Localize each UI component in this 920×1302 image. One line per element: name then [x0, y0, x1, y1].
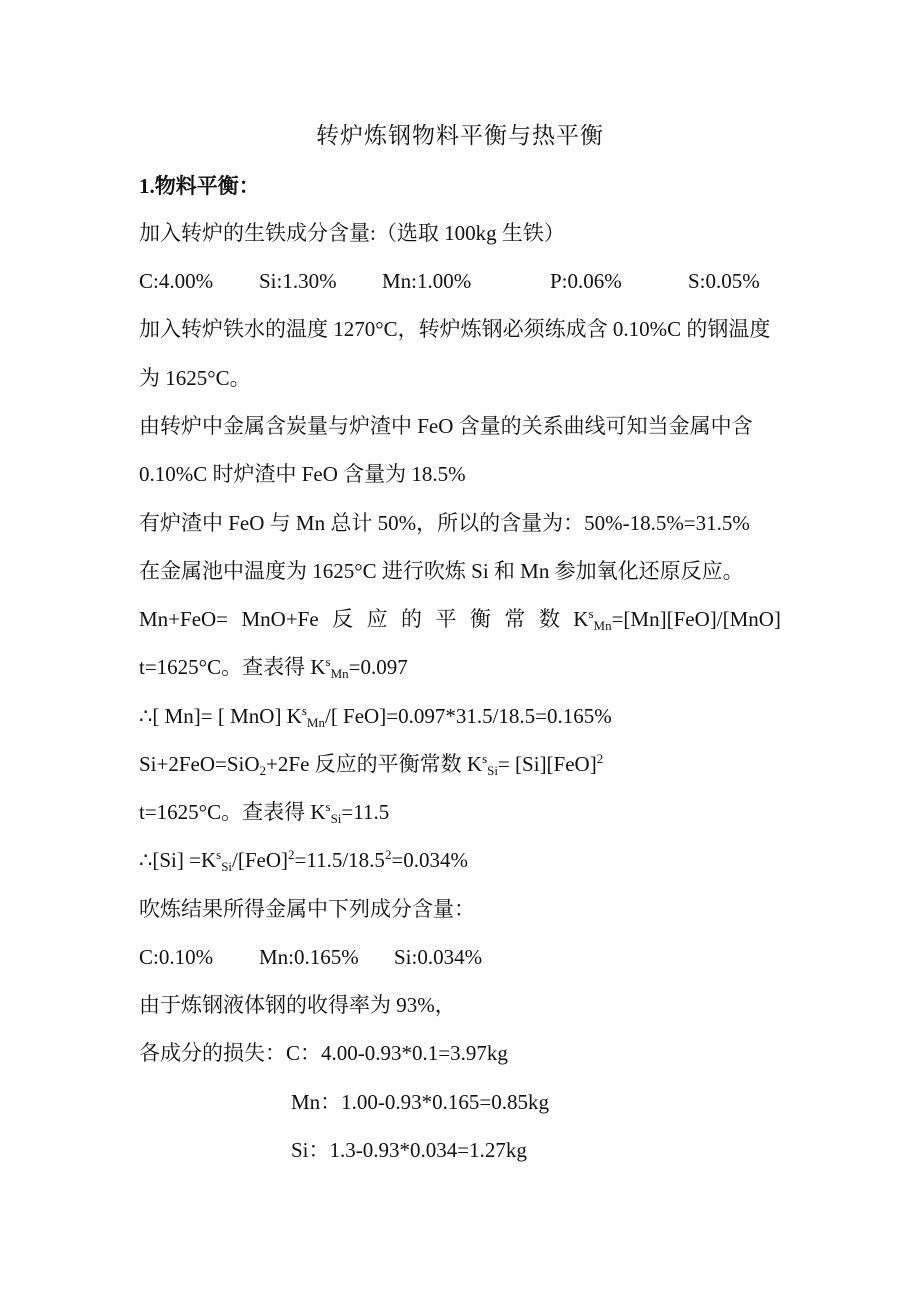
- mn-lookup-value: =0.097: [348, 655, 408, 679]
- composition-mn: Mn:1.00%: [382, 269, 472, 293]
- si-calculation-line: [139, 844, 468, 876]
- blowing-line: 在金属池中温度为 1625°C 进行吹炼 Si 和 Mn 参加氧化还原反应。: [139, 559, 744, 583]
- loss-intro-line: 各成分的损失：C：4.00-0.93*0.1=3.97kg: [139, 1041, 508, 1065]
- result-c: C:0.10%: [139, 945, 214, 969]
- si-lookup-value: =11.5: [341, 800, 390, 824]
- mn-reaction-word: 衡: [469, 607, 491, 631]
- si-calc-text: ∴[Si] =K: [139, 848, 217, 872]
- si-reaction-mid: +2Fe 反应的平衡常数 K: [266, 752, 483, 776]
- feo-line-2: 0.10%C 时炉渣中 FeO 含量为 18.5%: [139, 462, 466, 486]
- si-reaction-line: [139, 748, 603, 780]
- square-sup: 2: [596, 751, 604, 766]
- k-sub: Si: [221, 859, 233, 874]
- k-sub: Si: [330, 811, 342, 826]
- mn-reaction-word: 常: [504, 607, 526, 631]
- mn-equilibrium-constant: [573, 603, 781, 635]
- mn-calculation-line: [139, 700, 612, 732]
- iron-composition-intro: 加入转炉的生铁成分含量:（选取 100kg 生铁）: [139, 221, 565, 245]
- si-reaction-expression: = [Si][FeO]: [497, 752, 597, 776]
- k-sub: Mn: [306, 715, 325, 730]
- si-lookup-line: [139, 796, 389, 828]
- feo-line-1: 由转炉中金属含炭量与炉渣中 FeO 含量的关系曲线可知当金属中含: [139, 414, 753, 438]
- yield-line: 由于炼钢液体钢的收得率为 93%，: [139, 993, 456, 1017]
- k-sub: Mn: [330, 666, 349, 681]
- section-heading: 1.物料平衡：: [139, 174, 260, 198]
- composition-c: C:4.00%: [139, 269, 214, 293]
- k-expression: =[Mn][FeO]/[MnO]: [611, 607, 781, 631]
- iron-composition-row: [139, 265, 760, 297]
- k-symbol: K: [573, 607, 589, 631]
- k-sup: s: [325, 799, 331, 814]
- loss-mn-line: Mn：1.00-0.93*0.165=0.85kg: [291, 1090, 550, 1114]
- temperature-line-2: 为 1625°C。: [139, 366, 251, 390]
- document-title: 转炉炼钢物料平衡与热平衡: [316, 123, 604, 148]
- mn-reaction-line: [139, 603, 781, 635]
- mn-reaction-word: 应: [366, 607, 388, 631]
- k-sup: s: [301, 703, 307, 718]
- mn-reaction-word: 反: [332, 607, 354, 631]
- mn-lookup-text: t=1625°C。查表得 K: [139, 655, 326, 679]
- mn-reaction-word: 平: [435, 607, 457, 631]
- mn-reaction-word: 数: [538, 607, 560, 631]
- si-calc-result: =0.034%: [391, 848, 469, 872]
- loss-si-line: Si：1.3-0.93*0.034=1.27kg: [291, 1138, 527, 1162]
- k-sup: s: [216, 847, 222, 862]
- k-sup: s: [482, 751, 488, 766]
- mno-content-line: 有炉渣中 FeO 与 Mn 总计 50%，所以的含量为：50%-18.5%=31.5%: [139, 511, 750, 535]
- temperature-line-1: 加入转炉铁水的温度 1270°C，转炉炼钢必须练成含 0.10%C 的钢温度: [139, 317, 771, 341]
- k-sup: s: [325, 654, 331, 669]
- result-si: Si:0.034%: [394, 945, 483, 969]
- composition-si: Si:1.30%: [259, 269, 337, 293]
- composition-s: S:0.05%: [688, 269, 760, 293]
- mn-lookup-line: [139, 651, 408, 683]
- composition-p: P:0.06%: [550, 269, 622, 293]
- square-sup: 2: [384, 847, 392, 862]
- mn-reaction-word: 的: [401, 607, 423, 631]
- sio2-sub: 2: [259, 763, 267, 778]
- mn-calc-result: /[ FeO]=0.097*31.5/18.5=0.165%: [324, 704, 612, 728]
- k-sup: s: [588, 606, 594, 621]
- result-intro: 吹炼结果所得金属中下列成分含量：: [139, 897, 475, 921]
- si-lookup-text: t=1625°C。查表得 K: [139, 800, 326, 824]
- result-mn: Mn:0.165%: [259, 945, 359, 969]
- mn-calc-text: ∴[ Mn]= [ MnO] K: [139, 704, 302, 728]
- si-calc-mid: /[FeO]: [232, 848, 289, 872]
- k-sub: Si: [487, 763, 498, 778]
- si-reaction-text: Si+2FeO=SiO: [139, 752, 260, 776]
- mn-reaction-lhs: Mn+FeO=: [139, 607, 229, 631]
- mn-reaction-rhs: MnO+Fe: [241, 607, 319, 631]
- k-sub: Mn: [593, 618, 612, 633]
- si-calc-mid2: =11.5/18.5: [294, 848, 385, 872]
- square-sup: 2: [288, 847, 295, 862]
- result-row: [139, 941, 482, 973]
